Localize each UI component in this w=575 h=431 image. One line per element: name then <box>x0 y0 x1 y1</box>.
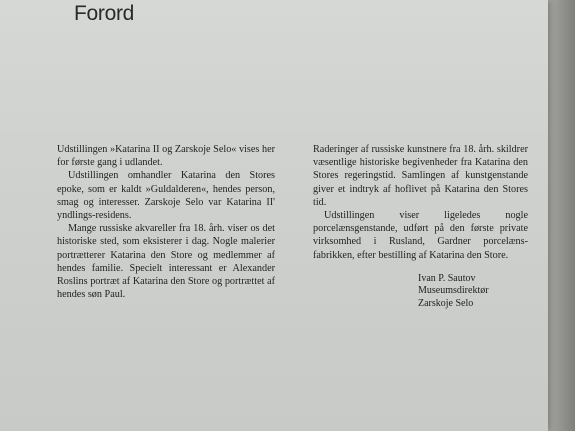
signature-block <box>418 273 528 311</box>
paragraph: Raderinger af russiske kunstnere fra 18. årh. skildrer væsentlige historiske begivenheder fra Katarina den Stores regeringstid. Samlingen af kunstgenstande giver et indtryk af hoflivet på Katarina den Stores tid. <box>313 144 528 208</box>
paragraph: Udstillingen omhandler Katarina den Stores epoke, som er kaldt »Guldalderen«, hendes person, smag og interesser. Zarskoje Selo var Katarina II' yndlings-residens. <box>57 170 275 222</box>
paragraph: Mange russiske akvareller fra 18. årh. viser os det historiske sted, som eksisterer i dag. Nogle malerier portrætterer Katarina den Store og medlemmer af hendes familie. Specielt interessant er Alexander Roslins portræt af Katarina den Store og portrættet af hendes søn Paul. <box>57 223 275 301</box>
right-text-column <box>313 143 528 310</box>
paragraph: Udstillingen viser ligeledes nogle porcelænsgenstande, udført på den første private virksomhed i Rusland, Gardner porcelæns-fabrikken, efter bestilling af Katarina den Store. <box>313 210 528 261</box>
paragraph: Udstillingen »Katarina II og Zarskoje Selo« vises her for første gang i udlandet. <box>57 144 275 169</box>
signature-name: Ivan P. Sautov <box>418 272 476 284</box>
page-edge <box>548 0 575 431</box>
signature-place: Zarskoje Selo <box>418 297 474 309</box>
left-text-column <box>57 143 275 301</box>
signature-role: Museumsdirektør <box>418 285 489 297</box>
page-title: Forord <box>74 2 135 25</box>
